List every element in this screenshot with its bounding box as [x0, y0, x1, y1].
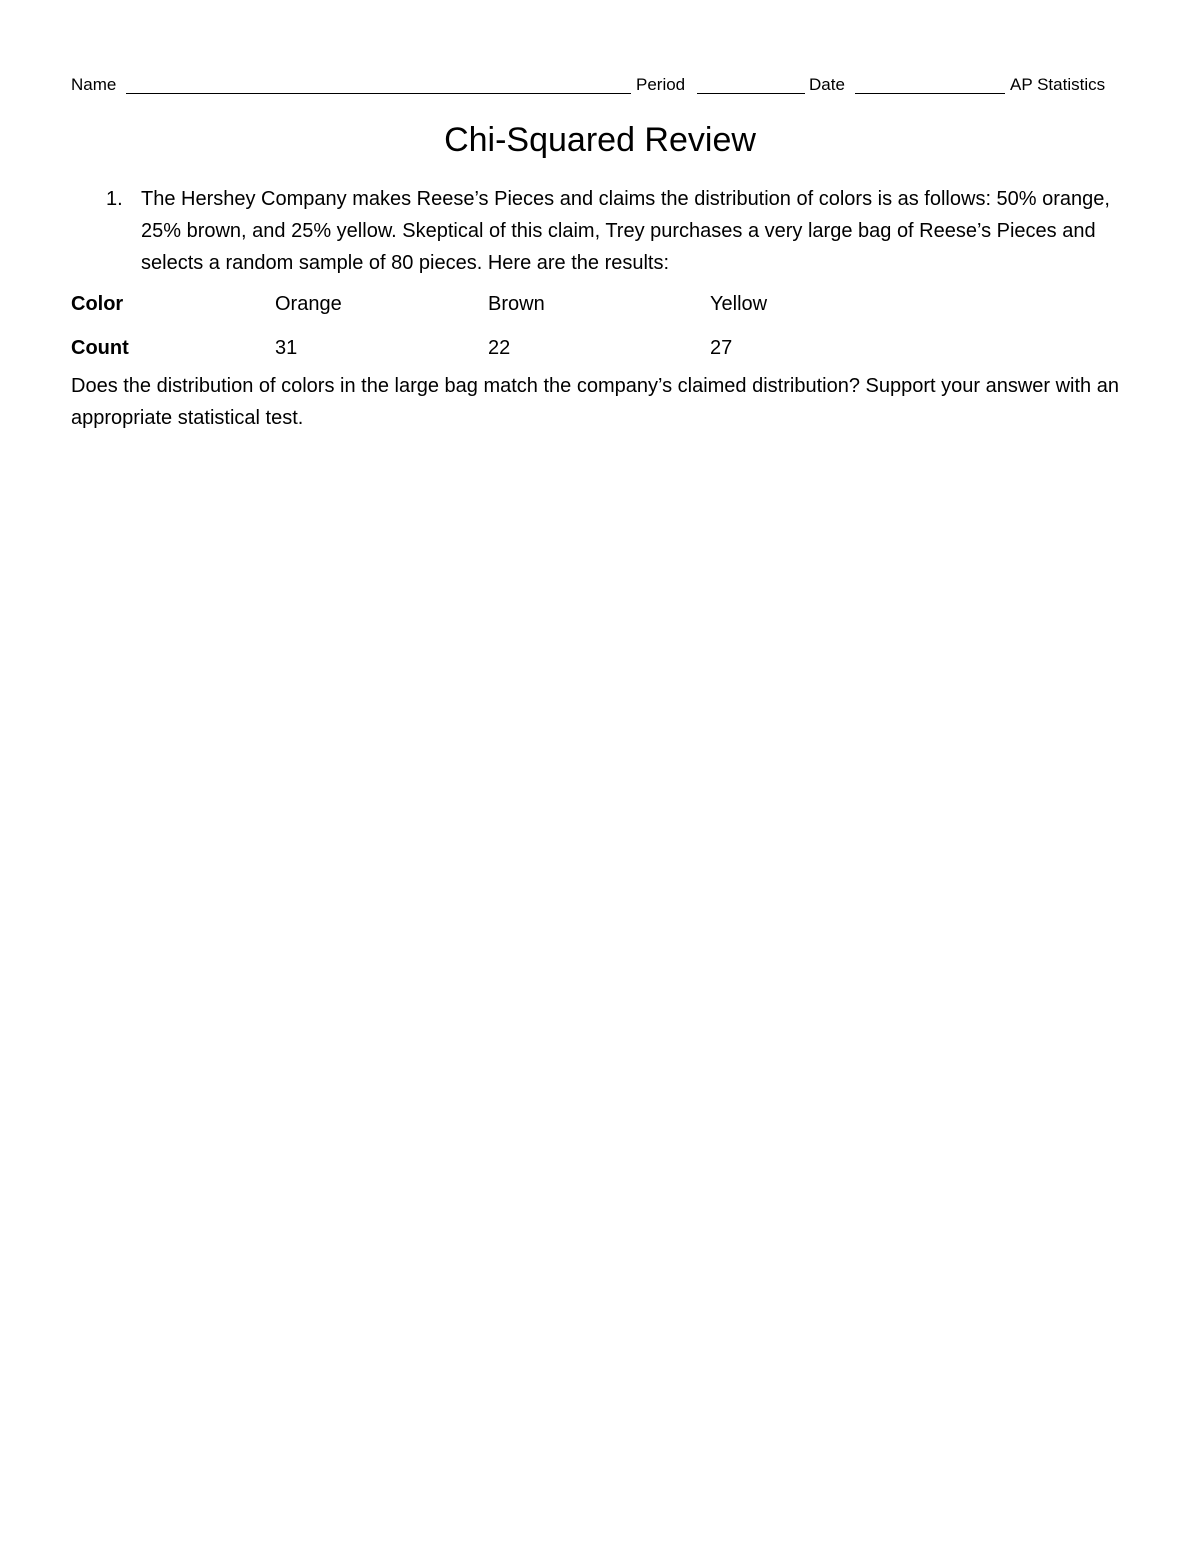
- problem-text: The Hershey Company makes Reese’s Pieces and claims the distribution of colors is as follows: 50% orange, 25% brown, and 25% yellow. Skeptical of this claim, Trey purchases a very large bag of Reese’s Pieces and selects a random sample of 80 pieces. Here are the results:: [141, 188, 1110, 274]
- name-blank: [126, 93, 631, 94]
- course-label: AP Statistics: [1010, 75, 1106, 94]
- date-label: Date: [809, 75, 845, 94]
- color-cell: Yellow: [710, 293, 768, 315]
- row-header-color: Color: [71, 293, 124, 315]
- date-blank: [855, 93, 1005, 94]
- header-line: [71, 74, 1116, 98]
- row-header-count: Count: [71, 337, 129, 359]
- count-cell: 31: [275, 337, 298, 359]
- page-title: Chi-Squared Review: [444, 121, 756, 159]
- period-blank: [697, 93, 805, 94]
- color-cell: Brown: [488, 293, 545, 315]
- name-label: Name: [71, 75, 117, 94]
- color-cell: Orange: [275, 293, 342, 315]
- count-cell: 27: [710, 337, 733, 359]
- count-cell: 22: [488, 337, 511, 359]
- problem-number: 1.: [106, 188, 123, 210]
- period-label: Period: [636, 75, 686, 94]
- question-text: Does the distribution of colors in the large bag match the company’s claimed distribution? Support your answer with an appropriate statistical test.: [71, 375, 1119, 429]
